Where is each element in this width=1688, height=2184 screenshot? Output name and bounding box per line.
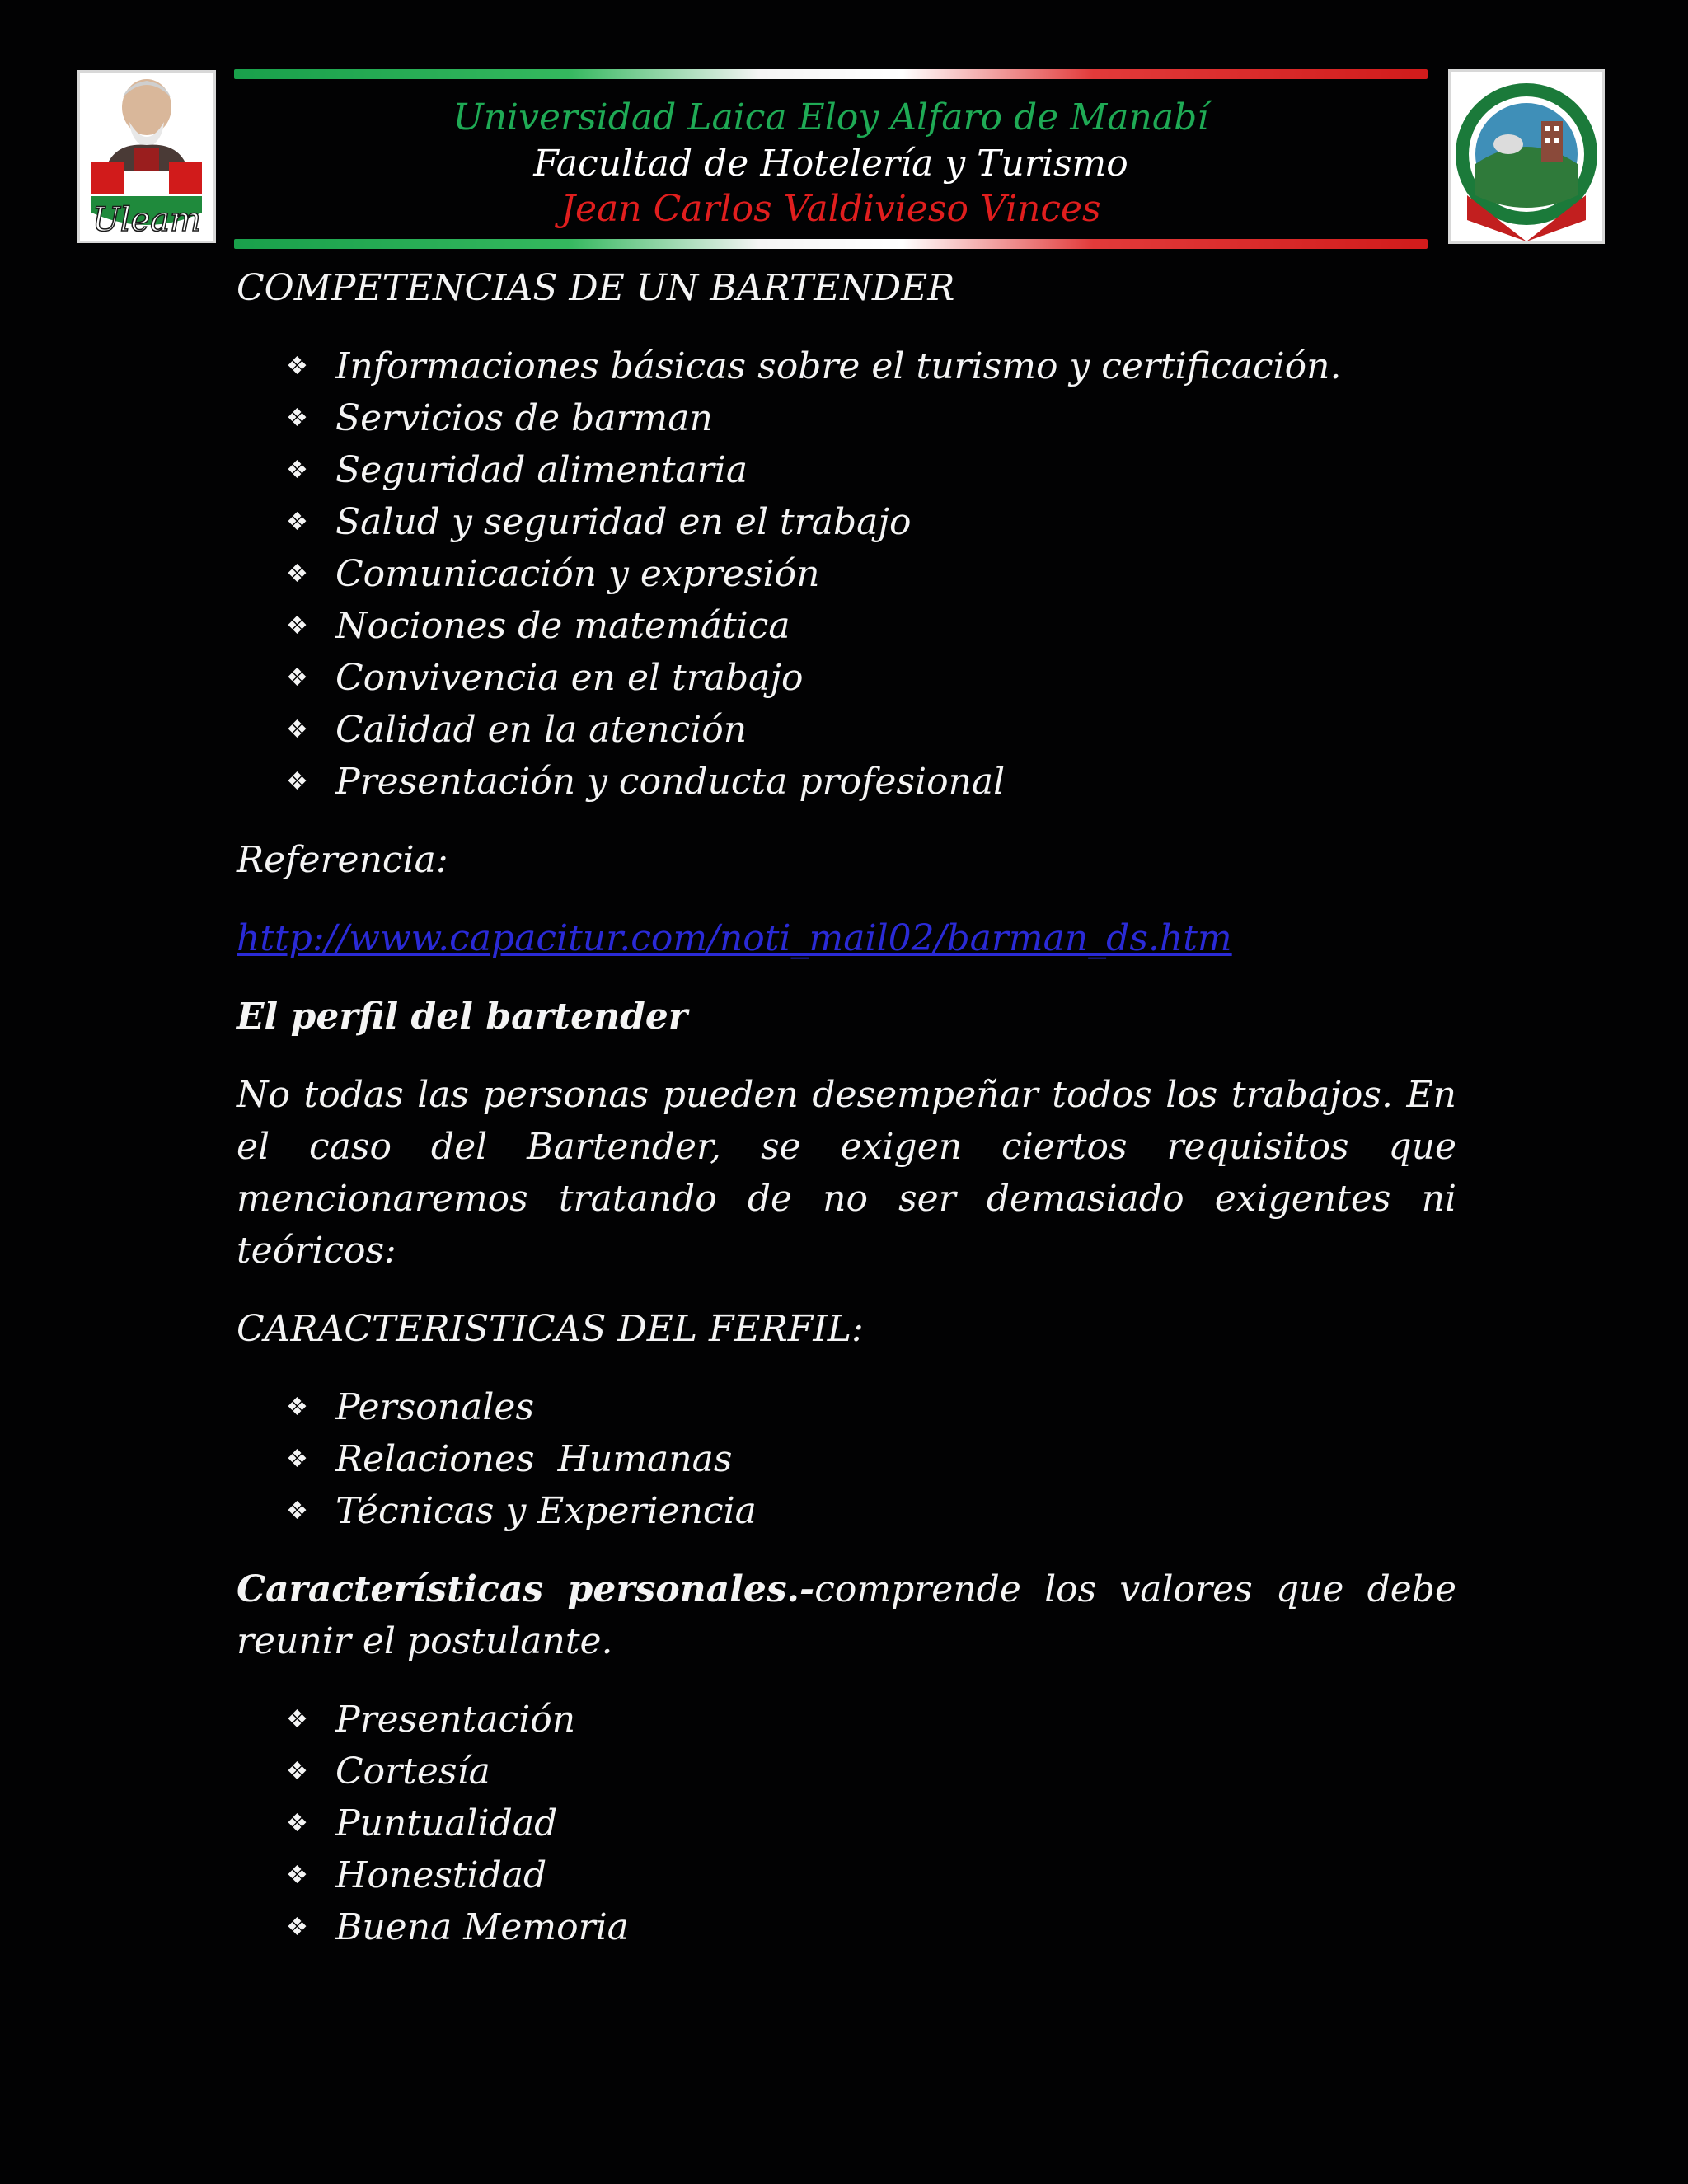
four-diamond-bullet-icon: ❖ — [286, 404, 308, 433]
list-item: ❖ Presentación y conducta profesional — [237, 756, 1456, 808]
four-diamond-bullet-icon: ❖ — [286, 1445, 308, 1474]
uleam-logo — [77, 70, 216, 243]
four-diamond-bullet-icon: ❖ — [286, 663, 308, 692]
list-item: ❖ Cortesía — [237, 1746, 1456, 1797]
list-item: ❖ Salud y seguridad en el trabajo — [237, 496, 1456, 548]
reference-label: Referencia: — [237, 839, 448, 881]
faculty-seal-logo — [1448, 69, 1605, 244]
reference-link-row — [237, 912, 1456, 964]
personales-paragraph — [237, 1563, 1456, 1667]
list-item: ❖ Convivencia en el trabajo — [237, 652, 1456, 704]
four-diamond-bullet-icon: ❖ — [286, 508, 308, 537]
four-diamond-bullet-icon: ❖ — [286, 715, 308, 744]
four-diamond-bullet-icon: ❖ — [286, 1913, 308, 1942]
competencias-list — [237, 340, 1456, 808]
caracteristicas-heading: CARACTERISTICAS DEL FERFIL: — [237, 1308, 864, 1350]
four-diamond-bullet-icon: ❖ — [286, 1497, 308, 1526]
four-diamond-bullet-icon: ❖ — [286, 612, 308, 640]
four-diamond-bullet-icon: ❖ — [286, 1809, 308, 1838]
faculty-seal-icon — [1451, 72, 1602, 241]
list-item: ❖ Informaciones básicas sobre el turismo y certificación. — [237, 340, 1456, 392]
personales-label: Características personales.- — [237, 1568, 815, 1610]
list-item: ❖ Servicios de barman — [237, 392, 1456, 444]
svg-text:Uleam: Uleam — [92, 201, 201, 239]
faculty-name: Facultad de Hotelería y Turismo — [533, 143, 1128, 185]
university-name: Universidad Laica Eloy Alfaro de Manabí — [452, 96, 1209, 138]
list-item: ❖ Seguridad alimentaria — [237, 444, 1456, 496]
caracteristicas-list — [237, 1381, 1456, 1537]
four-diamond-bullet-icon: ❖ — [286, 1393, 308, 1422]
four-diamond-bullet-icon: ❖ — [286, 767, 308, 796]
founder-portrait-icon — [80, 73, 213, 241]
four-diamond-bullet-icon: ❖ — [286, 1757, 308, 1786]
personales-list — [237, 1694, 1456, 1953]
list-item: ❖ Técnicas y Experiencia — [237, 1485, 1456, 1537]
list-item: ❖ Honestidad — [237, 1849, 1456, 1901]
author-name: Jean Carlos Valdivieso Vinces — [560, 188, 1101, 230]
four-diamond-bullet-icon: ❖ — [286, 352, 308, 381]
flag-stripe-top — [234, 69, 1428, 79]
four-diamond-bullet-icon: ❖ — [286, 560, 308, 588]
reference-link[interactable]: http://www.capacitur.com/noti_mail02/barman_ds.htm — [237, 917, 1232, 959]
four-diamond-bullet-icon: ❖ — [286, 456, 308, 485]
perfil-heading: El perfil del bartender — [237, 996, 688, 1038]
list-item: ❖ Nociones de matemática — [237, 600, 1456, 652]
competencias-heading: COMPETENCIAS DE UN BARTENDER — [237, 267, 955, 309]
list-item: ❖ Comunicación y expresión — [237, 548, 1456, 600]
header-banner — [234, 69, 1428, 251]
list-item: ❖ Presentación — [237, 1694, 1456, 1746]
list-item: ❖ Calidad en la atención — [237, 704, 1456, 756]
list-item: ❖ Relaciones Humanas — [237, 1433, 1456, 1485]
four-diamond-bullet-icon: ❖ — [286, 1861, 308, 1890]
personales-text: comprende los valores que debe reunir el postulante. — [237, 1568, 1456, 1662]
list-item: ❖ Personales — [237, 1381, 1456, 1433]
perfil-paragraph: No todas las personas pueden desempeñar todos los trabajos. En el caso del Bartender, se exigen ciertos requisitos que mencionaremos tratando de no ser demasiado exigentes ni teóricos: — [237, 1074, 1456, 1272]
list-item: ❖ Puntualidad — [237, 1797, 1456, 1849]
four-diamond-bullet-icon: ❖ — [286, 1705, 308, 1734]
list-item: ❖ Buena Memoria — [237, 1901, 1456, 1953]
document-body — [237, 262, 1456, 1980]
flag-stripe-bottom — [234, 239, 1428, 249]
